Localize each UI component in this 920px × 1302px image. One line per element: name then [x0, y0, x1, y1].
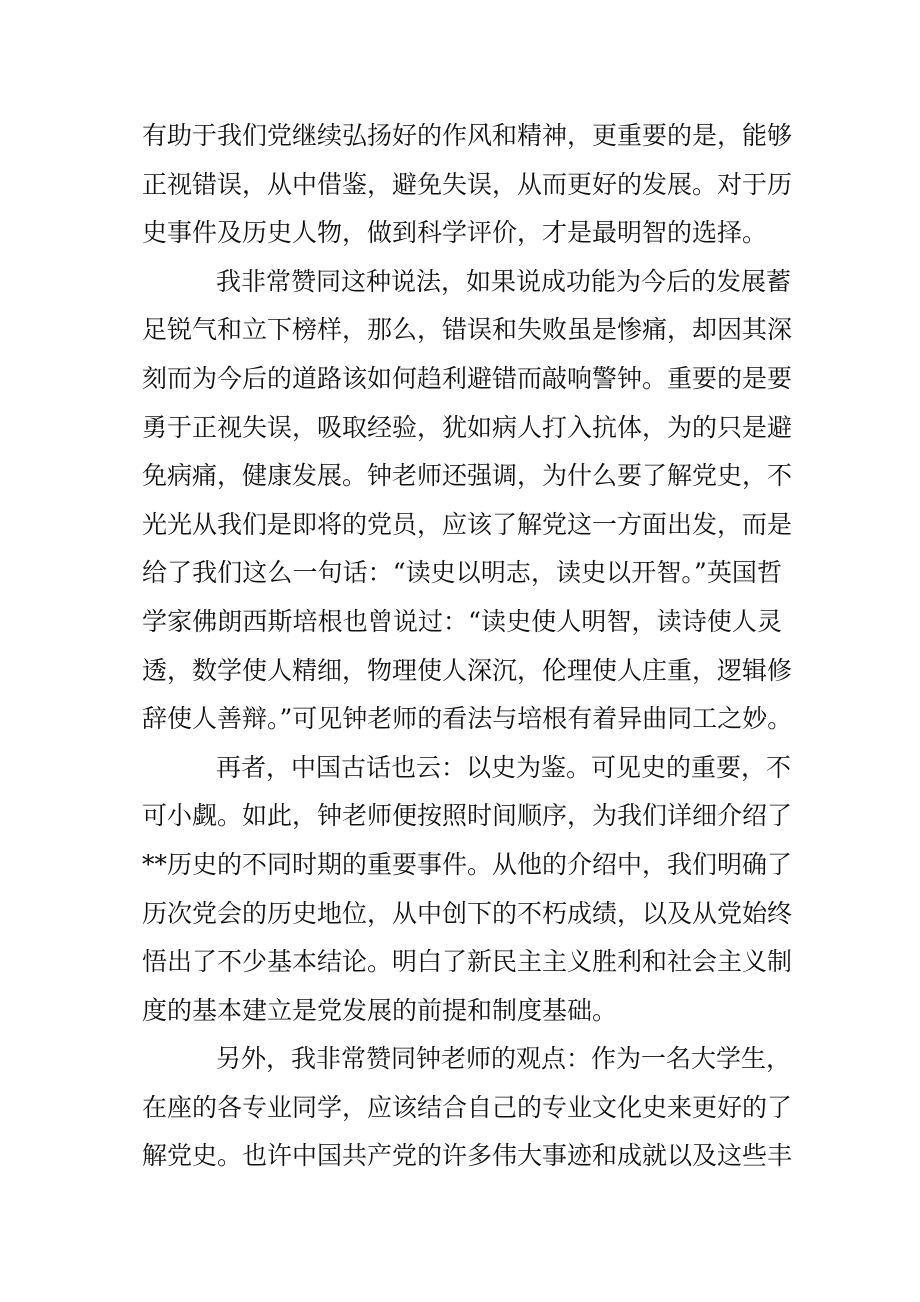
- paragraph-line: 辞使人善辩。”可见钟老师的看法与培根有着异曲同工之妙。: [142, 704, 793, 734]
- paragraph-line: 我非常赞同这种说法，如果说成功能为今后的发展蓄: [216, 266, 792, 296]
- paragraph-line: **历史的不同时期的重要事件。从他的介绍中，我们明确了: [142, 849, 793, 879]
- paragraph-line: 解党史。也许中国共产党的许多伟大事迹和成就以及这些丰: [142, 1141, 793, 1171]
- paragraph-line: 可小觑。如此，钟老师便按照时间顺序，为我们详细介绍了: [142, 801, 793, 831]
- paragraph-line: 透，数学使人精细，物理使人深沉，伦理使人庄重，逻辑修: [142, 655, 793, 685]
- paragraph-line: 足锐气和立下榜样，那么，错误和失败虽是惨痛，却因其深: [142, 315, 793, 345]
- paragraph-line: 再者，中国古话也云：以史为鉴。可见史的重要，不: [216, 752, 792, 782]
- paragraph-line: 有助于我们党继续弘扬好的作风和精神，更重要的是，能够: [142, 121, 793, 150]
- paragraph-line: 历次党会的历史地位，从中创下的不朽成绩，以及从党始终: [142, 898, 793, 928]
- paragraph-line: 光光从我们是即将的党员，应该了解党这一方面出发，而是: [142, 509, 793, 539]
- paragraph-4: [142, 1035, 793, 1181]
- paragraph-line: 给了我们这么一句话：“读史以明志，读史以开智。”英国哲: [142, 558, 782, 588]
- paragraph-line: 免病痛，健康发展。钟老师还强调，为什么要了解党史，不: [142, 461, 793, 491]
- paragraph-line: 在座的各专业同学，应该结合自己的专业文化史来更好的了: [142, 1092, 793, 1122]
- paragraph-line: 度的基本建立是党发展的前提和制度基础。: [142, 995, 618, 1025]
- paragraph-line: 另外，我非常赞同钟老师的观点：作为一名大学生，: [216, 1044, 792, 1074]
- paragraph-line: 正视错误，从中借鉴，避免失误，从而更好的发展。对于历: [142, 169, 793, 199]
- paragraph-1: [142, 112, 793, 258]
- paragraph-line: 学家佛朗西斯培根也曾说过：“读史使人明智，读诗使人灵: [142, 606, 782, 636]
- paragraph-line: 刻而为今后的道路该如何趋利避错而敲响警钟。重要的是要: [142, 363, 793, 393]
- document-page: [142, 112, 793, 1181]
- paragraph-line: 悟出了不少基本结论。明白了新民主主义胜利和社会主义制: [142, 947, 793, 977]
- paragraph-line: 勇于正视失误，吸取经验，犹如病人打入抗体，为的只是避: [142, 412, 793, 442]
- paragraph-line: 史事件及历史人物，做到科学评价，才是最明智的选择。: [142, 218, 768, 248]
- paragraph-2: [142, 258, 793, 744]
- paragraph-3: [142, 744, 793, 1036]
